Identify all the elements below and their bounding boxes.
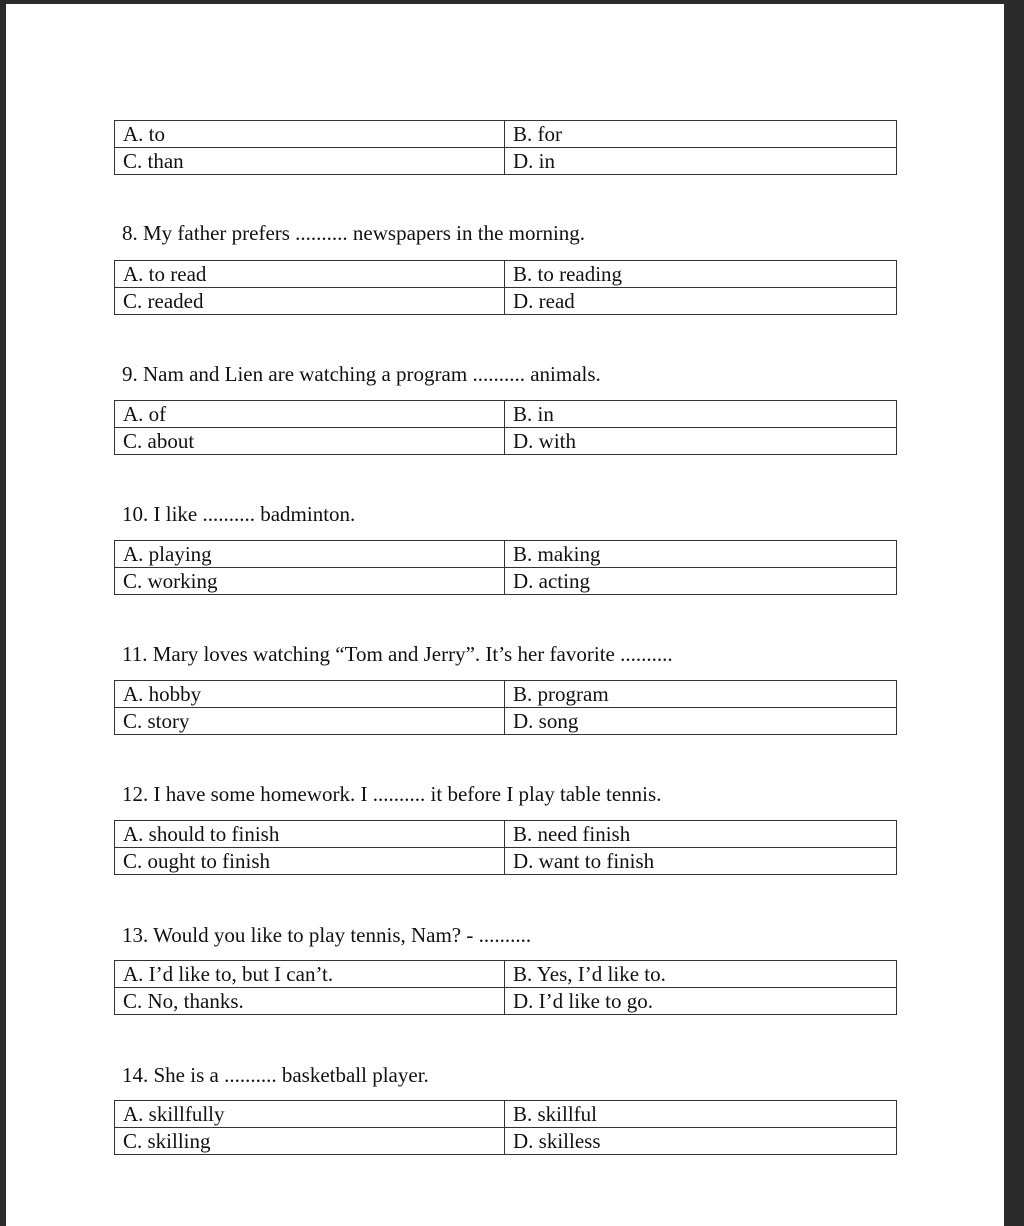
question-text: 12. I have some homework. I .......... it before I play table tennis. <box>122 782 662 806</box>
option-b[interactable]: B. for <box>505 121 897 148</box>
options-table <box>114 1100 897 1155</box>
option-d[interactable]: D. in <box>505 148 897 175</box>
option-a[interactable]: A. to read <box>115 261 505 288</box>
document-page <box>6 4 1004 1226</box>
question-text: 13. Would you like to play tennis, Nam? - .......... <box>122 923 532 947</box>
question-text: 8. My father prefers .......... newspapers in the morning. <box>122 221 586 245</box>
option-d[interactable]: D. skilless <box>505 1128 897 1155</box>
option-b[interactable]: B. need finish <box>505 821 897 848</box>
options-table <box>114 680 897 735</box>
option-c[interactable]: C. story <box>115 708 505 735</box>
option-c[interactable]: C. than <box>115 148 505 175</box>
options-table <box>114 120 897 175</box>
option-a[interactable]: A. hobby <box>115 681 505 708</box>
option-c[interactable]: C. working <box>115 568 505 595</box>
option-d[interactable]: D. read <box>505 288 897 315</box>
option-a[interactable]: A. should to finish <box>115 821 505 848</box>
option-b[interactable]: B. program <box>505 681 897 708</box>
option-b[interactable]: B. making <box>505 541 897 568</box>
option-d[interactable]: D. I’d like to go. <box>505 988 897 1015</box>
option-c[interactable]: C. ought to finish <box>115 848 505 875</box>
question-text: 14. She is a .......... basketball player. <box>122 1063 429 1087</box>
option-a[interactable]: A. of <box>115 401 505 428</box>
option-d[interactable]: D. acting <box>505 568 897 595</box>
option-d[interactable]: D. with <box>505 428 897 455</box>
option-c[interactable]: C. No, thanks. <box>115 988 505 1015</box>
options-table <box>114 260 897 315</box>
option-b[interactable]: B. Yes, I’d like to. <box>505 961 897 988</box>
option-a[interactable]: A. playing <box>115 541 505 568</box>
options-table <box>114 820 897 875</box>
option-b[interactable]: B. skillful <box>505 1101 897 1128</box>
question-text: 9. Nam and Lien are watching a program .......... animals. <box>122 362 601 386</box>
options-table <box>114 540 897 595</box>
option-a[interactable]: A. to <box>115 121 505 148</box>
option-b[interactable]: B. to reading <box>505 261 897 288</box>
option-d[interactable]: D. want to finish <box>505 848 897 875</box>
option-b[interactable]: B. in <box>505 401 897 428</box>
option-c[interactable]: C. readed <box>115 288 505 315</box>
option-c[interactable]: C. skilling <box>115 1128 505 1155</box>
options-table <box>114 960 897 1015</box>
question-text: 11. Mary loves watching “Tom and Jerry”. It’s her favorite .......... <box>122 642 673 666</box>
options-table <box>114 400 897 455</box>
option-c[interactable]: C. about <box>115 428 505 455</box>
option-d[interactable]: D. song <box>505 708 897 735</box>
option-a[interactable]: A. skillfully <box>115 1101 505 1128</box>
question-text: 10. I like .......... badminton. <box>122 502 356 526</box>
option-a[interactable]: A. I’d like to, but I can’t. <box>115 961 505 988</box>
